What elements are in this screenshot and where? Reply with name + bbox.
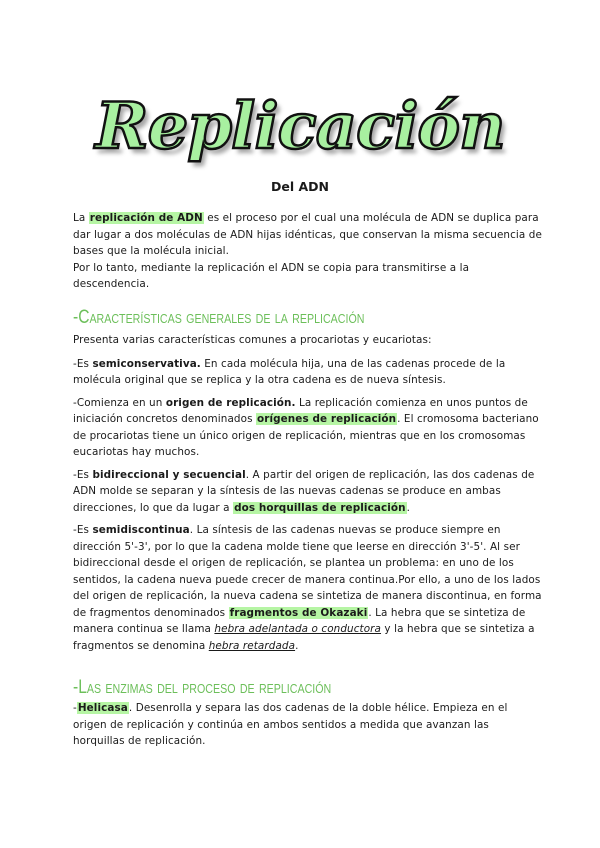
highlight-term: orígenes de replicación — [257, 413, 397, 425]
text: - — [73, 702, 77, 714]
bold-term: semidiscontinua — [92, 524, 190, 536]
list-item-semiconservative — [73, 356, 543, 389]
section-characteristics — [73, 332, 543, 660]
page-title: Replicación — [95, 89, 505, 164]
text: es el proceso por el cual una molécula de ADN se duplica para dar lugar a dos moléculas de ADN hijas idénticas, que conservan la misma secuencia de bases que la molécula inicial. — [73, 212, 542, 257]
underlined-term: hebra retardada — [208, 639, 296, 652]
highlight-term: Helicasa — [77, 702, 128, 714]
bold-term: origen de replicación. — [165, 396, 296, 409]
text: -Comienza en un — [73, 396, 166, 409]
list-item-semidiscontinuous — [73, 522, 543, 654]
section-heading-characteristics: -Características generales de la replicación — [73, 307, 365, 328]
underlined-term: hebra adelantada o conductora — [214, 623, 382, 635]
page-subtitle: Del ADN — [270, 179, 329, 194]
text: -Es — [73, 524, 93, 536]
intro-paragraph-2: Por lo tanto, mediante la replicación el ADN se copia para transmitirse a la descendencia. — [73, 261, 470, 290]
text: y la hebra que se sintetiza a fragmentos se denomina — [73, 623, 535, 652]
highlight-term: fragmentos de Okazaki — [229, 606, 368, 619]
list-item-origin — [73, 395, 543, 461]
text: . — [406, 501, 411, 514]
text: . A partir del origen de replicación, las dos cadenas de ADN molde se separan y la síntesis de las nuevas cadenas se produce en ambas direcciones, lo que da lugar a — [73, 468, 535, 514]
highlight-term: replicación de ADN — [89, 212, 203, 224]
intro-paragraph-1 — [73, 210, 543, 260]
text: La — [73, 212, 89, 224]
text: . La síntesis de las cadenas nuevas se produce siempre en dirección 5'-3', por lo que la cadena molde tiene que leerse en dirección 3'-5'. Al ser bidireccional desde el origen de replicación, se plantea un problema: en uno de los sentidos, la cadena nueva puede crecer de manera continua.Por ello, a uno de los lados del origen de replicación, la nueva cadena se sintetiza de manera discontinua, en forma de fragmentos denominados — [73, 524, 542, 619]
section-enzymes — [73, 700, 543, 756]
text: . Desenrolla y separa las dos cadenas de la doble hélice. Empieza en el origen de replicación y continúa en ambos sentidos a medida que avanzan las horquillas de replicación. — [73, 702, 508, 747]
section-lead: Presenta varias características comunes a procariotas y eucariotas: — [73, 334, 432, 346]
bold-term: semiconservativa. — [92, 357, 201, 370]
text: . El cromosoma bacteriano de procariotas tiene un único origen de replicación, mientras que en los cromosomas eucariotas hay muchos. — [73, 413, 539, 458]
intro-block — [73, 210, 543, 293]
text: En cada molécula hija, una de las cadenas procede de la molécula original que se replica y la otra cadena es de nueva síntesis. — [73, 357, 506, 386]
text: -Es — [73, 468, 93, 481]
text: . — [295, 639, 299, 652]
text: La replicación comienza en unos puntos de iniciación concretos denominados — [73, 396, 528, 425]
section-heading-enzymes: -Las enzimas del proceso de replicación — [73, 677, 332, 698]
list-item-bidirectional — [73, 467, 543, 517]
text: -Es — [73, 357, 93, 370]
bold-term: bidireccional y secuencial — [92, 468, 246, 481]
list-item-helicase — [73, 700, 543, 750]
text: . La hebra que se sintetiza de manera continua se llama — [73, 606, 526, 635]
highlight-term: dos horquillas de replicación — [234, 501, 406, 514]
